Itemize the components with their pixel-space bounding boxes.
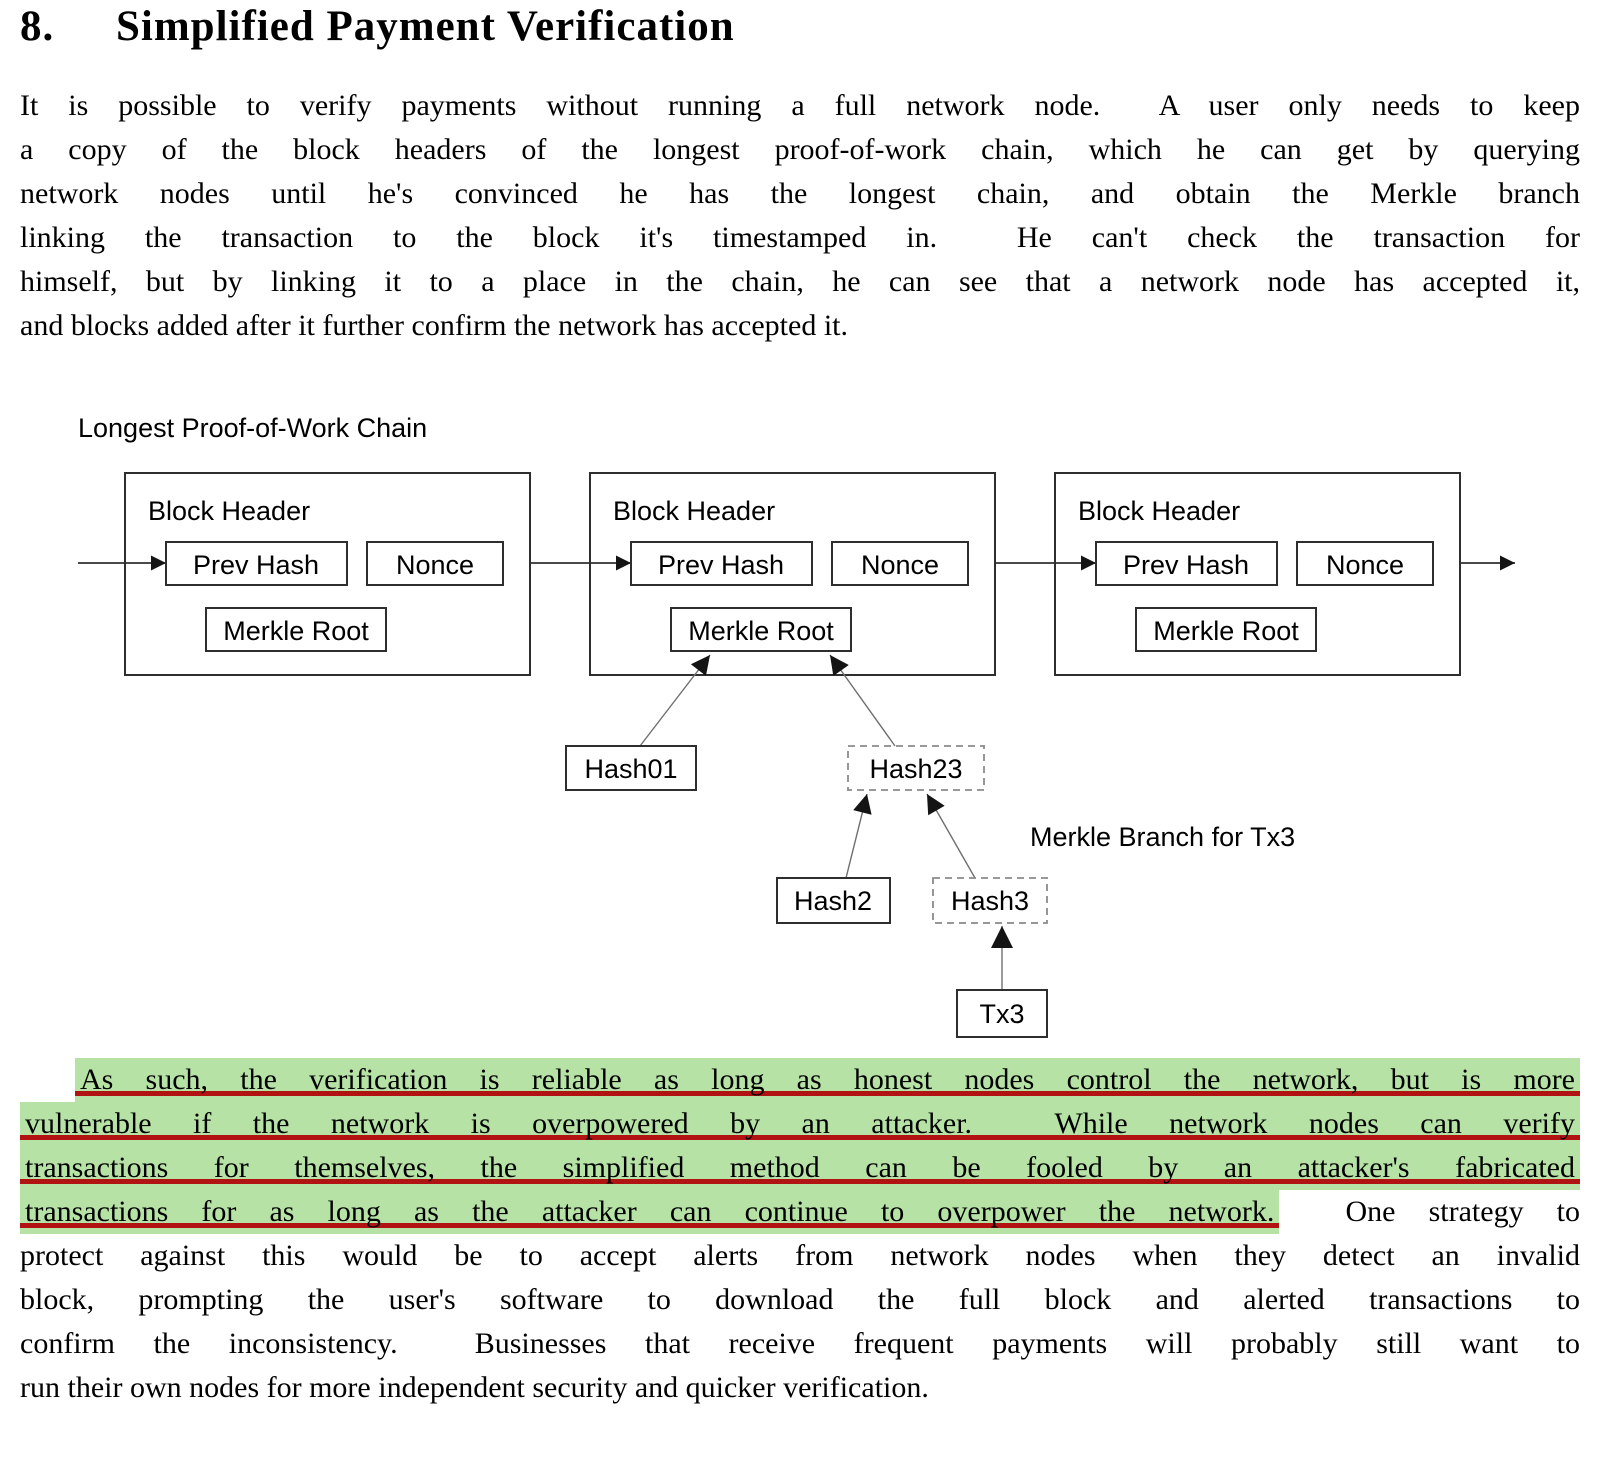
- spv-diagram: [0, 400, 1600, 1055]
- block-2-title: Block Header: [613, 496, 776, 526]
- highlight-span: As such, the verification is reliable as long as honest nodes control the network, but is more: [75, 1058, 1580, 1102]
- arrow-hash2-to-hash23: [846, 794, 867, 878]
- section-heading: [20, 2, 735, 51]
- hash23-label: Hash23: [869, 754, 963, 784]
- section-number: 8.: [20, 3, 55, 50]
- highlighted-line: [20, 1058, 1580, 1102]
- text-line: protect against this would be to accept alerts from network nodes when they detect an invalid: [20, 1239, 1580, 1272]
- text-line: linking the transaction to the block it's timestamped in. He can't check the transaction for: [20, 221, 1580, 254]
- highlight-span: transactions for themselves, the simplified method can be fooled by an attacker's fabricated: [20, 1146, 1580, 1190]
- block-3-merkle-root: Merkle Root: [1153, 616, 1299, 646]
- arrow-hash01-to-merkle-root: [640, 655, 710, 746]
- block-2: [590, 473, 995, 675]
- block-1: [125, 473, 530, 675]
- highlight-span: transactions for as long as the attacker can continue to overpower the network.: [20, 1190, 1279, 1234]
- text-line: a copy of the block headers of the longest proof-of-work chain, which he can get by querying: [20, 133, 1580, 166]
- hash01-label: Hash01: [584, 754, 678, 784]
- block-3-nonce: Nonce: [1325, 550, 1405, 580]
- text-line: It is possible to verify payments without running a full network node. A user only needs to keep: [20, 89, 1580, 122]
- text-line: block, prompting the user's software to download the full block and alerted transactions to: [20, 1283, 1580, 1316]
- text-line: run their own nodes for more independent security and quicker verification.: [20, 1371, 929, 1404]
- text-line: himself, but by linking it to a place in the chain, he can see that a network node has accepted it,: [20, 265, 1580, 298]
- block-3-title: Block Header: [1078, 496, 1241, 526]
- highlight-span: vulnerable if the network is overpowered by an attacker. While network nodes can verify: [20, 1102, 1580, 1146]
- plain-span: One strategy to: [1279, 1195, 1580, 1228]
- text-line: confirm the inconsistency. Businesses that receive frequent payments will probably still want to: [20, 1327, 1580, 1360]
- arrow-hash3-to-hash23: [927, 794, 975, 878]
- block-3-prev-hash: Prev Hash: [1122, 550, 1250, 580]
- block-3: [1055, 473, 1460, 675]
- intro-paragraph: [20, 84, 1580, 348]
- highlighted-line: [20, 1102, 1580, 1146]
- block-2-prev-hash: Prev Hash: [657, 550, 785, 580]
- highlighted-line: [20, 1146, 1580, 1190]
- block-2-nonce: Nonce: [860, 550, 940, 580]
- block-2-merkle-root: Merkle Root: [688, 616, 834, 646]
- block-1-prev-hash: Prev Hash: [192, 550, 320, 580]
- block-1-nonce: Nonce: [395, 550, 475, 580]
- text-line: network nodes until he's convinced he has the longest chain, and obtain the Merkle branch: [20, 177, 1580, 210]
- highlighted-line: [20, 1190, 1580, 1234]
- merkle-branch-label: Merkle Branch for Tx3: [1030, 822, 1296, 852]
- tx3-label: Tx3: [979, 999, 1025, 1029]
- text-line: and blocks added after it further confirm the network has accepted it.: [20, 309, 849, 342]
- block-1-title: Block Header: [148, 496, 311, 526]
- arrow-hash23-to-merkle-root: [830, 655, 895, 746]
- chain-label: Longest Proof-of-Work Chain: [78, 413, 428, 443]
- block-1-merkle-root: Merkle Root: [223, 616, 369, 646]
- hash3-label: Hash3: [950, 886, 1030, 916]
- section-title: Simplified Payment Verification: [116, 3, 735, 50]
- hash2-label: Hash2: [793, 886, 873, 916]
- conclusion-paragraph: [20, 1058, 1580, 1410]
